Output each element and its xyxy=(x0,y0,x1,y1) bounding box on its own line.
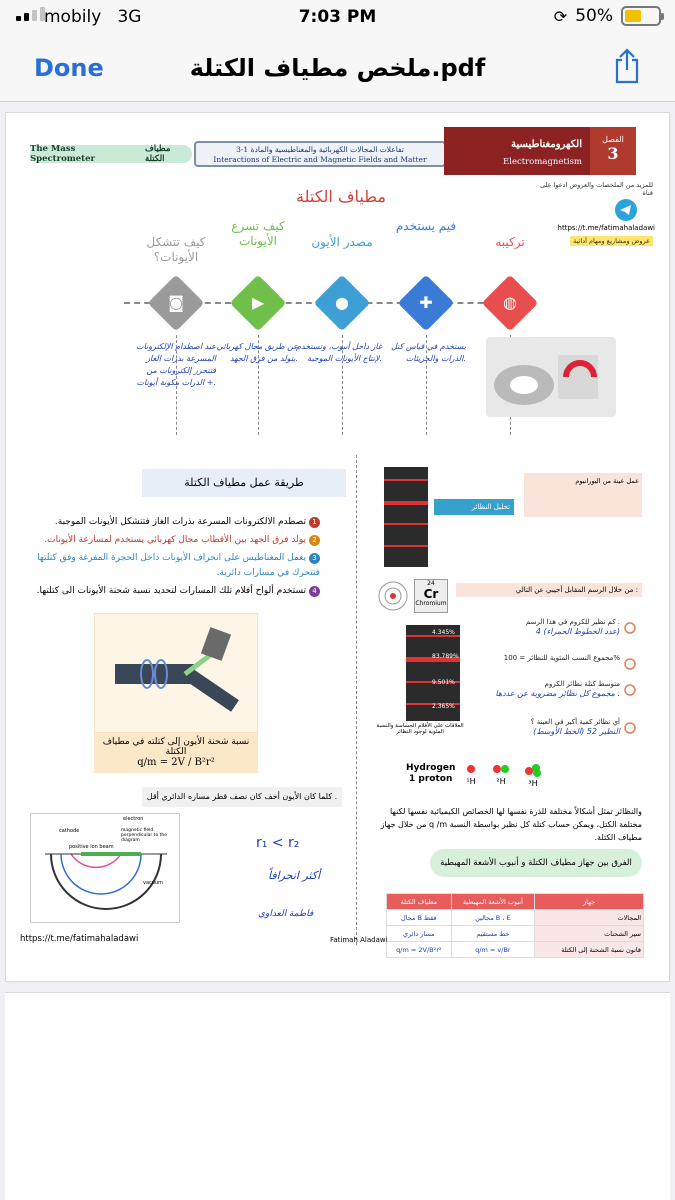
timeline-question: كيف تسرع الأيونات xyxy=(231,219,285,248)
question-text: كم نظير للكروم في هذا الرسم . xyxy=(525,618,620,626)
pdf-page[interactable] xyxy=(5,112,670,982)
method-step xyxy=(30,533,320,548)
formula-box: نسبة شحنة الأيون إلى كتلته في مطياف الكتلة q/m = 2V / B²r² xyxy=(94,733,258,773)
question-text: متوسط كتلة نظائر الكروم xyxy=(544,680,620,688)
method-step xyxy=(30,551,320,581)
status-bar xyxy=(0,0,675,36)
topic-tag: The Mass Spectrometer مطياف الكتلة xyxy=(30,145,192,163)
document-title: ملخص مطياف الكتلة.pdf xyxy=(189,54,486,82)
question-item xyxy=(470,717,620,736)
chart-caption: العلاقات على الأفلام الحساسة والنسبة المئوية لوجود النظائر xyxy=(376,723,464,735)
question-item xyxy=(470,679,620,698)
section-header: 3-1 تفاعلات المجالات الكهربائية والمغناطيسية والمادة Interactions of Electric and Magnetic Fields and Matter xyxy=(194,141,446,167)
globe-icon: ◍ xyxy=(503,293,517,312)
isotope-chart-top xyxy=(384,467,428,567)
question-text: مجموع النسب المئوية للنظائر = 100% xyxy=(503,654,620,662)
power-icon xyxy=(624,655,636,674)
table-header: أنبوب الأشعة المهبطية xyxy=(451,894,535,910)
battery-icon xyxy=(621,6,661,26)
timeline-question: مصدر الأيون xyxy=(311,235,373,249)
method-steps xyxy=(30,515,320,602)
peak-percent: 4.345% xyxy=(432,629,455,636)
step-number: 3 xyxy=(309,553,320,564)
footer-telegram-link[interactable]: https://t.me/fatimahaladawi xyxy=(20,934,139,944)
mass-tick: 52 xyxy=(394,659,401,665)
table-row: q/m = 2V/B²r² q/m = v/Br قانون نسبة الشحنة إلى الكتلة xyxy=(387,942,644,958)
chapter-banner: الكهرومغناطيسية Electromagnetism الفصل 3 xyxy=(444,127,636,175)
chromium-tile: 24 Cr Chromium xyxy=(414,579,448,613)
question-text: أي نظائر كمية أكبر في العينة ؟ xyxy=(530,718,620,726)
step-text: يعمل المغناطيس على انحراف الأيونات داخل الحجرة المفرغة وفق كتلتها فتتحرك في مسارات دائرية. xyxy=(37,553,320,578)
step-number: 2 xyxy=(309,535,320,546)
camera-icon: ◙ xyxy=(168,293,184,312)
timeline-question: تركيبه xyxy=(495,235,525,249)
hydrogen-isotopes: ¹H ²H ³H xyxy=(464,763,542,788)
charge-mass-formula: q/m = 2V / B²r² xyxy=(137,757,215,768)
clock: 7:03 PM xyxy=(298,7,377,27)
handwritten-more-deflect: أكثر انحرافاً xyxy=(268,869,321,882)
step-number: 4 xyxy=(309,586,320,597)
battery-percent: 50% xyxy=(575,6,613,26)
spectrometer-diagram xyxy=(94,613,258,733)
table-header: مطياف الكتلة xyxy=(387,894,452,910)
question-answer: 4 (عدد الخطوط الحمراء) xyxy=(535,627,620,636)
timeline-note: غاز داخل أنبوب، وتستخدم لإنتاج الأيونات الموجبة. xyxy=(296,342,382,363)
question-item xyxy=(470,617,620,636)
power-icon xyxy=(624,681,636,700)
step-text: يولد فرق الجهد بين الأقطاب مجال كهربائي يستخدم لمسارعة الأيونات. xyxy=(44,535,306,545)
telegram-intro: للمزيد من الملخصات والعروض ادعوا على قناة xyxy=(540,181,653,197)
question-answer: مجموع كل نظائر مضروبة عن عددها . xyxy=(495,689,620,698)
telegram-sub: عروض ومشاريع ومهام أدائية xyxy=(570,236,653,246)
question-item xyxy=(470,653,620,663)
step-text: تستخدم ألواح أفلام تلك المسارات لتحديد نسبة شحنة الأيونات الى كتلتها. xyxy=(36,586,306,596)
mass-tick: 54 xyxy=(394,691,401,697)
table-row: مسار دائري خط مستقيم سير الشحنات xyxy=(387,926,644,942)
comparison-table xyxy=(386,893,644,958)
uranium-sample-note: عمل عينة من اليورانيوم xyxy=(524,473,642,517)
peak-percent: 83.789% xyxy=(432,653,459,660)
peak-percent: 2.365% xyxy=(432,703,455,710)
timeline-node xyxy=(314,275,371,332)
radius-note: كلما كان الأيون أخف كان نصف قطر مساره الدائري أقل . xyxy=(142,787,342,807)
table-row: مجال B فقط مجالين B ، E المجالات xyxy=(387,910,644,926)
step-number: 1 xyxy=(309,517,320,528)
pdf-page-2[interactable] xyxy=(5,992,670,1200)
play-icon: ▶ xyxy=(251,293,265,312)
timeline-question: كيف تتشكل الأيونات؟ xyxy=(146,235,206,264)
timeline-note: عند اصطدام الإلكترونات المسرعة بذرات الغاز فتتحرر إلكترونات من الذرات مكونة أيونات +. xyxy=(136,342,216,387)
share-icon[interactable] xyxy=(613,48,641,88)
spectrometer-photo xyxy=(486,337,616,417)
column-divider xyxy=(356,455,357,945)
telegram-link[interactable]: https://t.me/fatimahaladawi xyxy=(557,224,655,232)
power-icon xyxy=(624,619,636,638)
concept-map-title: مطياف الكتلة xyxy=(296,187,386,206)
orientation-lock-icon: ⟳ xyxy=(553,6,568,26)
timeline-node xyxy=(148,275,205,332)
method-title: طريقة عمل مطياف الكتلة xyxy=(142,469,346,497)
compare-title: الفرق بين جهاز مطياف الكتلة و أنبوب الأشعة المهبطية xyxy=(430,849,642,877)
atom-icon xyxy=(376,579,410,617)
done-button[interactable]: Done xyxy=(34,54,104,82)
mass-tick: 51 xyxy=(394,643,401,649)
timeline-node xyxy=(398,275,455,332)
carrier-label: mobily 3G xyxy=(44,7,142,27)
method-step xyxy=(30,515,320,530)
peak-percent: 9.501% xyxy=(432,679,455,686)
ion-path-diagram: electron cathode magnetic field perpendicular to the diagram positive ion beam vacuum xyxy=(30,813,180,923)
timeline-question: فيم يستخدم xyxy=(395,219,457,233)
author-signature: فاطمة العداوي xyxy=(258,909,314,919)
puzzle-icon: ✚ xyxy=(419,293,433,312)
handwritten-radius-compare: r₁ < r₂ xyxy=(256,835,300,851)
isotope-conclusion: والنظائر تمثل أشكالاً مختلفة للذرة نفسها لها الخصائص الكيميائية نفسها لكنها مختلفة الكتل، ويمكن حساب كتلة كل نظير بواسطة النسبة q /m من خلال جهاز مطياف الكتلة. xyxy=(380,807,642,842)
pin-icon: ● xyxy=(335,293,349,312)
timeline-note: يستخدم في قياس كتل الذرات والجزيئات. xyxy=(391,342,466,363)
mass-tick: 55 xyxy=(394,707,401,713)
author-credit: Fatimah Aladawi xyxy=(330,936,388,944)
step-text: تصطدم الالكترونات المسرعة بذرات الغاز فتتشكل الأيونات الموجبة. xyxy=(54,517,306,527)
timeline-node xyxy=(482,275,539,332)
document-nav-bar xyxy=(0,36,675,102)
telegram-icon xyxy=(615,199,637,221)
questions-intro: من خلال الرسم المقابل أجيبي عن التالي : xyxy=(456,583,642,597)
method-step xyxy=(30,584,320,599)
mass-tick: 53 xyxy=(394,675,401,681)
table-header: جهاز xyxy=(535,894,644,910)
question-answer: النظير 52 (الخط الأوسط) xyxy=(533,727,620,736)
timeline-node xyxy=(230,275,287,332)
timeline-note: عن طريق مجال كهربائي يتولد من فرق الجهد. xyxy=(216,342,298,363)
isotope-analysis-label: تحليل النظائر xyxy=(434,499,514,515)
mass-tick: 50 xyxy=(394,627,401,633)
power-icon xyxy=(624,719,636,738)
hydrogen-label: Hydrogen 1 proton xyxy=(406,763,456,784)
